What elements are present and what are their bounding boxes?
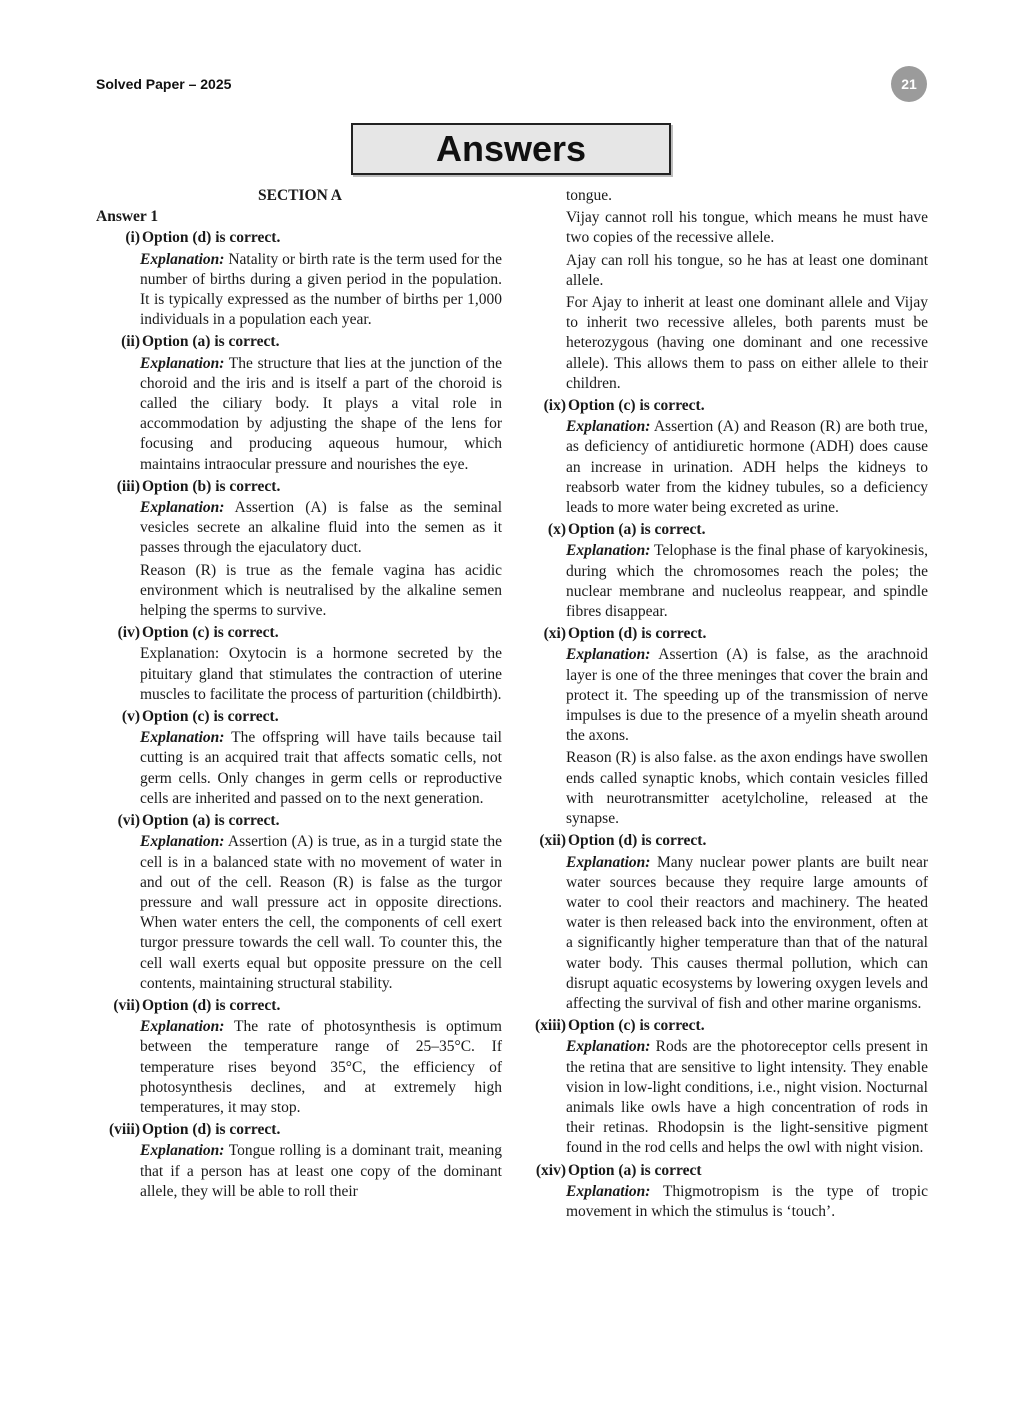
explanation-text: Assertion (A) and Reason (R) are both true, as deficiency of antidiuretic hormone (ADH) does cause an increase in urination. ADH helps the kidneys to reabsorb water from the kidney tubules, so a deficiency leads to more water being excreted as urine.: [566, 418, 928, 517]
answer-item: [529, 624, 928, 829]
continuation-paragraph: tongue.: [566, 187, 613, 204]
explanation-text: Reason (R) is true as the female vagina has acidic environment which is neutralised by the alkaline semen helping the sperms to survive.: [140, 561, 502, 620]
explanation-label: Explanation:: [566, 1182, 651, 1200]
question-number: (x): [547, 521, 566, 539]
explanation-label: Explanation:: [566, 853, 651, 871]
question-number: (xiv): [535, 1161, 566, 1179]
answer-option-line: [529, 1016, 928, 1036]
explanation-label: Explanation:: [140, 729, 225, 747]
answer-option-line: [96, 1120, 502, 1140]
answer-option-line: [529, 1161, 928, 1181]
right-column: [529, 186, 928, 1224]
explanation-label: Explanation:: [140, 1018, 225, 1036]
answer-option-line: [96, 811, 502, 831]
explanation-text: Tongue rolling is a dominant trait, meaning that if a person has at least one copy of the dominant allele, they will be able to roll their: [140, 1142, 502, 1200]
explanation-paragraph: [140, 1141, 502, 1202]
explanation-text: Reason (R) is also false. as the axon endings have swollen ends called synaptic knobs, which contain vesicles filled with neurotransmitter acetylcholine, released at the synapse.: [566, 749, 928, 828]
answer-heading: Answer 1: [96, 208, 159, 226]
explanation-paragraph: [566, 748, 928, 829]
running-head: Solved Paper – 2025: [96, 76, 232, 92]
correct-option: Option (a) is correct: [568, 1161, 702, 1179]
explanation-text: The offspring will have tails because tail cutting is an acquired trait that affects somatic cells, not germ cells. Only changes in germ cells or reproductive cells are inherited and passed on to the next generation.: [140, 729, 502, 807]
right-answer-list: [529, 396, 928, 1222]
explanation-paragraph: [140, 832, 502, 994]
explanation-text: Explanation: Oxytocin is a hormone secreted by the pituitary gland that stimulates the contraction of uterine muscles to facilitate the process of parturition (childbirth).: [140, 645, 502, 703]
answer-option-line: [96, 707, 502, 727]
left-answer-list: [96, 228, 502, 1202]
explanation-text: Assertion (A) is false as the seminal vesicles secrete an alkaline fluid into the semen as it passes through the ejaculatory duct.: [140, 499, 502, 557]
page-title: Answers: [351, 123, 671, 175]
answer-option-line: [96, 996, 502, 1016]
question-number: (viii): [109, 1121, 140, 1139]
explanation-paragraph: [140, 250, 502, 331]
explanation-text: Natality or birth rate is the term used for the number of births during a given period in the population. It is typically expressed as the number of births per 1,000 individuals in a population each year.: [140, 250, 502, 329]
answer-option-line: [96, 477, 502, 497]
explanation-text: Telophase is the final phase of karyokinesis, during which the chromosomes reach the poles; the nuclear membrane and nucleolus reappear, and spindle fibres disappear.: [566, 542, 928, 621]
answer-item: [529, 396, 928, 518]
explanation-label: Explanation:: [566, 646, 651, 664]
explanation-label: Explanation:: [566, 1038, 651, 1056]
answer-option-line: [529, 520, 928, 540]
correct-option: Option (d) is correct.: [568, 832, 707, 850]
continuation-paragraph: For Ajay to inherit at least one dominant allele and Vijay to inherit two recessive alleles, both parents must be heterozygous (having one dominant and one recessive allele). This allows them to pass on either allele to their children.: [566, 294, 928, 392]
explanation-text: Rods are the photoreceptor cells present in the retina that are sensitive to light intensity. They enable vision in low-light conditions, i.e., night vision. Nocturnal animals like owls have a high concentration of rods in their retinas. Rhodopsin is the light-sensitive pigment found in the rod cells and helps the owl with night vision.: [566, 1038, 928, 1157]
continuation-text: [529, 186, 928, 394]
explanation-text: The structure that lies at the junction of the choroid and the iris and is itself a part of the choroid is called the ciliary body. It plays a vital role in accommodation by adjusting the shape of the lens for focusing and producing aqueous humour, which maintains intraocular pressure and nourishes the eye.: [140, 354, 502, 473]
explanation-paragraph: [566, 1037, 928, 1158]
answer-item: [96, 1120, 502, 1202]
answer-item: [96, 811, 502, 994]
correct-option: Option (d) is correct.: [142, 229, 281, 247]
explanation-paragraph: [566, 541, 928, 622]
answer-item: [529, 1016, 928, 1158]
correct-option: Option (a) is correct.: [568, 521, 706, 539]
explanation-paragraph: [566, 1182, 928, 1222]
question-number: (vi): [117, 812, 140, 830]
answer-option-line: [96, 332, 502, 352]
answer-item: [96, 332, 502, 474]
question-number: (v): [121, 708, 140, 726]
continuation-paragraph: Ajay can roll his tongue, so he has at least one dominant allele.: [566, 251, 928, 289]
answer-option-line: [96, 623, 502, 643]
question-number: (iii): [116, 477, 140, 495]
answer-item: [529, 1161, 928, 1223]
explanation-label: Explanation:: [140, 833, 225, 851]
correct-option: Option (b) is correct.: [142, 477, 281, 495]
correct-option: Option (c) is correct.: [568, 397, 705, 415]
explanation-paragraph: [566, 645, 928, 746]
answer-option-line: [529, 624, 928, 644]
section-heading: SECTION A: [258, 187, 342, 204]
answer-option-line: [529, 831, 928, 851]
correct-option: Option (c) is correct.: [142, 624, 279, 642]
explanation-label: Explanation:: [140, 354, 225, 372]
question-number: (ix): [543, 397, 566, 415]
explanation-label: Explanation:: [140, 1142, 225, 1160]
explanation-paragraph: [140, 498, 502, 559]
correct-option: Option (d) is correct.: [568, 625, 707, 643]
explanation-text: Assertion (A) is true, as in a turgid state the cell is in a balanced state with no movement of water in and out of the cell. Reason (R) is false as the turgor pressure and wall pressure act in opposite directions. When water enters the cell, the components of cell exert turgor pressure towards the cell wall. To counter this, the cell wall exerts equal but opposite pressure on the cell contents, maintaining structural stability.: [140, 833, 502, 992]
explanation-label: Explanation:: [140, 499, 225, 517]
explanation-label: Explanation:: [140, 250, 225, 268]
explanation-paragraph: [140, 1017, 502, 1118]
answer-item: [529, 520, 928, 622]
question-number: (xii): [539, 832, 566, 850]
answer-option-line: [529, 396, 928, 416]
explanation-text: Many nuclear power plants are built near water sources because they require large amounts of water to cool their reactors and machinery. The heated water is then released back into the environment, often at a significantly higher temperature than that of the natural water body. This causes thermal pollution, which can disrupt aquatic ecosystems by lowering oxygen levels and affecting the survival of fish and other marine organisms.: [566, 853, 928, 1012]
explanation-paragraph: [140, 728, 502, 809]
continuation-paragraph: Vijay cannot roll his tongue, which means he must have two copies of the recessive allele.: [566, 209, 928, 247]
answer-item: [529, 831, 928, 1014]
explanation-text: Thigmotropism is the type of tropic movement in which the stimulus is ‘touch’.: [566, 1182, 928, 1220]
question-number: (iv): [117, 624, 140, 642]
question-number: (xi): [543, 625, 566, 643]
question-number: (xiii): [535, 1017, 566, 1035]
correct-option: Option (a) is correct.: [142, 812, 280, 830]
explanation-paragraph: [140, 561, 502, 622]
correct-option: Option (d) is correct.: [142, 1121, 281, 1139]
left-column: [96, 186, 502, 1204]
explanation-paragraph: [566, 853, 928, 1015]
answer-option-line: [96, 228, 502, 248]
explanation-label: Explanation:: [566, 418, 651, 436]
explanation-paragraph: [140, 354, 502, 475]
explanation-text: Assertion (A) is false, as the arachnoid layer is one of the three meninges that cover the brain and protect it. The speeding up of the transmission of nerve impulses is due to the presence of a myelin sheath around the axons.: [566, 646, 928, 745]
question-number: (ii): [121, 333, 140, 351]
answer-item: [96, 707, 502, 809]
explanation-paragraph: [140, 644, 502, 705]
correct-option: Option (d) is correct.: [142, 996, 281, 1014]
answer-item: [96, 623, 502, 705]
answer-item: [96, 996, 502, 1118]
correct-option: Option (c) is correct.: [568, 1017, 705, 1035]
correct-option: Option (a) is correct.: [142, 333, 280, 351]
correct-option: Option (c) is correct.: [142, 708, 279, 726]
question-number: (vii): [113, 996, 140, 1014]
explanation-text: The rate of photosynthesis is optimum between the temperature range of 25–35°C. If temperature rises beyond 35°C, the efficiency of photosynthesis declines, and at extremely high temperatures, it may stop.: [140, 1018, 502, 1116]
question-number: (i): [125, 229, 140, 247]
explanation-paragraph: [566, 417, 928, 518]
answer-item: [96, 228, 502, 330]
answer-item: [96, 477, 502, 621]
explanation-label: Explanation:: [566, 542, 651, 560]
page-number-badge: 21: [891, 66, 927, 102]
